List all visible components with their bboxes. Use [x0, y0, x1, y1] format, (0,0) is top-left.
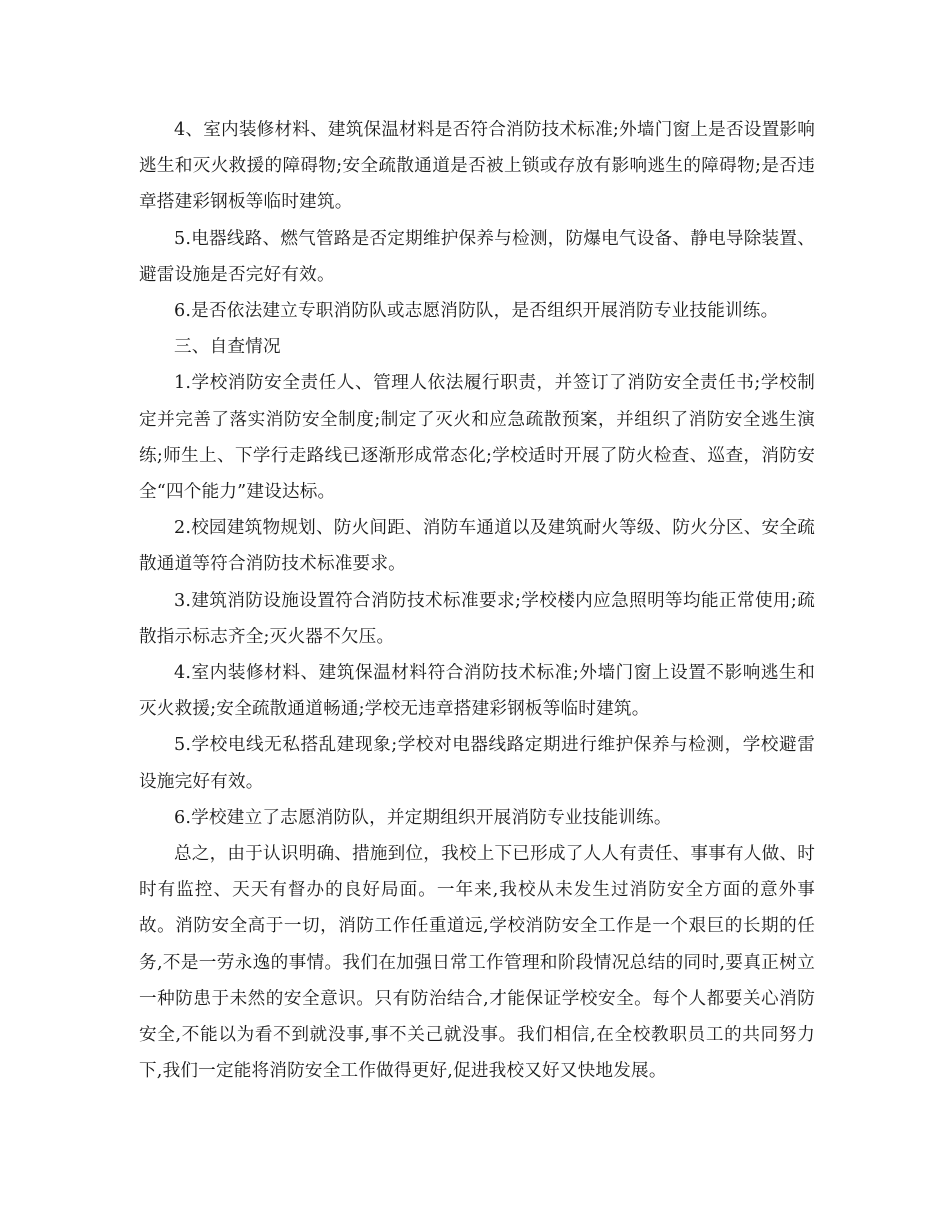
document-body	[139, 112, 815, 1089]
paragraph-item-4-check: 4、室内装修材料、建筑保温材料是否符合消防技术标准;外墙门窗上是否设置影响逃生和灭火救援的障碍物;安全疏散通道是否被上锁或存放有影响逃生的障碍物;是否违章搭建彩钢板等临时建筑。	[139, 120, 815, 213]
paragraph-result-6: 6.学校建立了志愿消防队，并定期组织开展消防专业技能训练。	[174, 807, 672, 828]
paragraph-result-3: 3.建筑消防设施设置符合消防技术标准要求;学校楼内应急照明等均能正常使用;疏散指示标志齐全;灭火器不欠压。	[139, 590, 815, 647]
paragraph-item-5-check: 5.电器线路、燃气管路是否定期维护保养与检测，防爆电气设备、静电导除装置、避雷设施是否完好有效。	[139, 228, 815, 285]
paragraph-conclusion: 总之，由于认识明确、措施到位，我校上下已形成了人人有责任、事事有人做、时时有监控、天天有督办的良好局面。一年来,我校从未发生过消防安全方面的意外事故。消防安全高于一切，消防工作任重道远,学校消防安全工作是一个艰巨的长期的任务,不是一劳永逸的事情。我们在加强日常工作管理和阶段情况总结的同时,要真正树立一种防患于未然的安全意识。只有防治结合,才能保证学校安全。每个人都要关心消防安全,不能以为看不到就没事,事不关己就没事。我们相信,在全校教职员工的共同努力下,我们一定能将消防安全工作做得更好,促进我校又好又快地发展。	[139, 844, 815, 1082]
paragraph-result-5: 5.学校电线无私搭乱建现象;学校对电器线路定期进行维护保养与检测，学校避雷设施完好有效。	[139, 735, 815, 792]
paragraph-result-2: 2.校园建筑物规划、防火间距、消防车通道以及建筑耐火等级、防火分区、安全疏散通道等符合消防技术标准要求。	[139, 518, 815, 575]
paragraph-result-1: 1.学校消防安全责任人、管理人依法履行职责，并签订了消防安全责任书;学校制定并完善了落实消防安全制度;制定了灭火和应急疏散预案，并组织了消防安全逃生演练;师生上、下学行走路线已逐渐形成常态化;学校适时开展了防火检查、巡查，消防安全“四个能力”建设达标。	[139, 373, 815, 503]
section-heading-self-inspection: 三、自查情况	[174, 337, 281, 358]
paragraph-item-6-check: 6.是否依法建立专职消防队或志愿消防队，是否组织开展消防专业技能训练。	[174, 301, 779, 322]
paragraph-result-4: 4.室内装修材料、建筑保温材料符合消防技术标准;外墙门窗上设置不影响逃生和灭火救援;安全疏散通道畅通;学校无违章搭建彩钢板等临时建筑。	[139, 663, 815, 720]
